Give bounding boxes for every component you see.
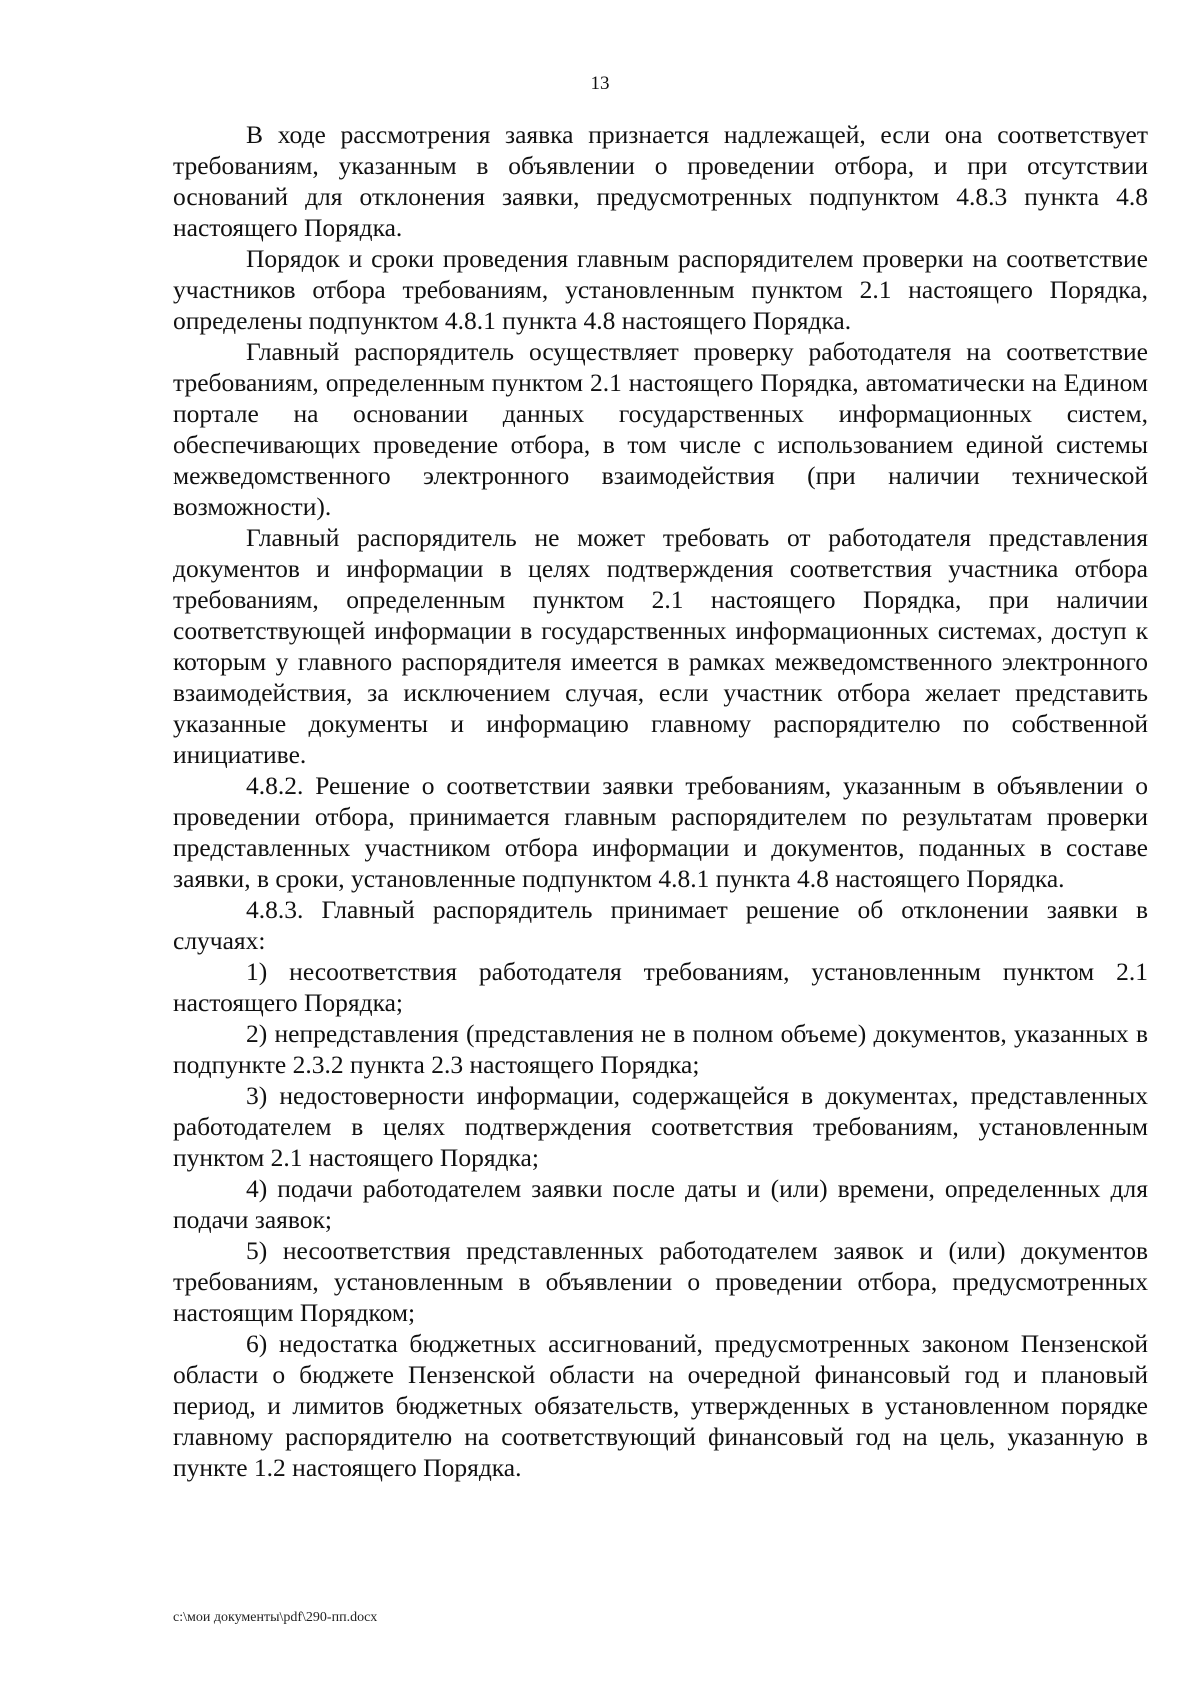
list-item-3: 3) недостоверности информации, содержащейся в документах, представленных работодателем в целях подтверждения соответствия требованиям, установленным пунктом 2.1 настоящего Порядка; [173, 1081, 1148, 1172]
paragraph-4-8-3: 4.8.3. Главный распорядитель принимает решение об отклонении заявки в случаях: [173, 895, 1148, 955]
list-item-2: 2) непредставления (представления не в полном объеме) документов, указанных в подпункте 2.3.2 пункта 2.3 настоящего Порядка; [173, 1019, 1148, 1079]
list-item-1: 1) несоответствия работодателя требованиям, установленным пунктом 2.1 настоящего Порядка; [173, 957, 1148, 1017]
page-number: 13 [590, 73, 610, 94]
paragraph-4-8-2: 4.8.2. Решение о соответствии заявки требованиям, указанным в объявлении о проведении отбора, принимается главным распорядителем по результатам проверки представленных участником отбора информации и документов, поданных в составе заявки, в сроки, установленные подпунктом 4.8.1 пункта 4.8 настоящего Порядка. [173, 771, 1148, 893]
paragraph-verification-order: Порядок и сроки проведения главным распорядителем проверки на соответствие участников отбора требованиям, установленным пунктом 2.1 настоящего Порядка, определены подпунктом 4.8.1 пункта 4.8 настоящего Порядка. [173, 244, 1148, 335]
paragraph-automatic-check: Главный распорядитель осуществляет проверку работодателя на соответствие требованиям, определенным пунктом 2.1 настоящего Порядка, автоматически на Едином портале на основании данных государственных информационных систем, обеспечивающих проведение отбора, в том числе с использованием единой системы межведомственного электронного взаимодействия (при наличии технической возможности). [173, 337, 1148, 521]
list-item-4: 4) подачи работодателем заявки после даты и (или) времени, определенных для подачи заявок; [173, 1174, 1148, 1234]
paragraph-no-document-request: Главный распорядитель не может требовать от работодателя представления документов и информации в целях подтверждения соответствия участника отбора требованиям, определенным пунктом 2.1 настоящего Порядка, при наличии соответствующей информации в государственных информационных системах, доступ к которым у главного распорядителя имеется в рамках межведомственного электронного взаимодействия, за исключением случая, если участник отбора желает представить указанные документы и информацию главному распорядителю по собственной инициативе. [173, 523, 1148, 769]
footer-file-path: c:\мои документы\pdf\290-пп.docx [173, 1610, 378, 1625]
list-item-6: 6) недостатка бюджетных ассигнований, предусмотренных законом Пензенской области о бюджете Пензенской области на очередной финансовый год и плановый период, и лимитов бюджетных обязательств, утвержденных в установленном порядке главному распорядителю на соответствующий финансовый год на цель, указанную в пункте 1.2 настоящего Порядка. [173, 1329, 1148, 1482]
list-item-5: 5) несоответствия представленных работодателем заявок и (или) документов требованиям, установленным в объявлении о проведении отбора, предусмотренных настоящим Порядком; [173, 1236, 1148, 1327]
paragraph-application-proper: В ходе рассмотрения заявка признается надлежащей, если она соответствует требованиям, указанным в объявлении о проведении отбора, и при отсутствии оснований для отклонения заявки, предусмотренных подпунктом 4.8.3 пункта 4.8 настоящего Порядка. [173, 120, 1148, 242]
document-body [173, 119, 1148, 1483]
